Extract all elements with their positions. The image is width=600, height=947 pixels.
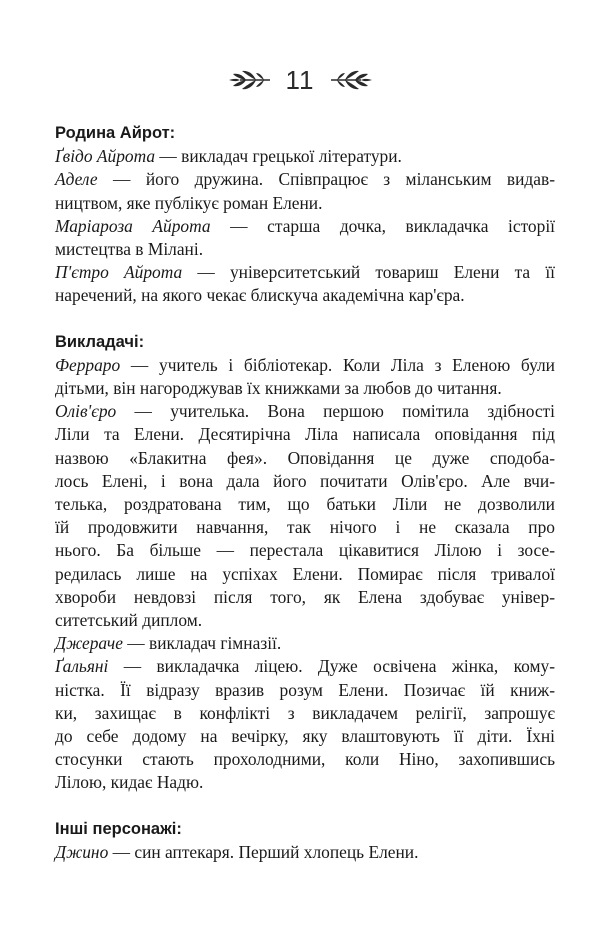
character-name: Аделе [55, 169, 98, 190]
section-heading-airota-family: Родина Айрот: [55, 124, 176, 142]
character-description: ситетський диплом. [55, 610, 203, 631]
character-name: Маріароза Айрота [55, 215, 211, 236]
character-description: — старша дочка, викладачка історії [210, 215, 555, 236]
character-name: Ґвідо Айрота [55, 146, 156, 167]
character-description: назвою «Блакитна фея». Оповідання це дуже сподоба- [55, 447, 555, 468]
page-number: 11 [285, 65, 315, 95]
right-floral-ornament-icon [329, 65, 375, 95]
character-description: ництвом, яке публікує роман Елени. [55, 192, 323, 213]
character-entry [55, 261, 555, 307]
character-description: хвороби невдовзі після того, як Елена здобуває універ- [55, 586, 555, 607]
character-entry [55, 655, 555, 794]
character-name: Олів'єро [55, 401, 117, 422]
character-description: їй продовжити навчання, так нічого і не сказала про [55, 517, 555, 538]
character-description: — учитель і бібліотекар. Коли Ліла з Еленою були [120, 354, 555, 375]
character-description: лось Елені, і вона дала його почитати Олів'єро. Але вчи- [55, 470, 555, 491]
character-description: наречений, на якого чекає блискуча академічна кар'єра. [55, 285, 465, 306]
character-description: ністка. Її відразу вразив розум Елени. Позичає їй книж- [55, 679, 555, 700]
character-description: — його дружина. Співпрацює з міланським видав- [97, 169, 555, 190]
character-description: до себе додому на вечірку, яку влаштовують її діти. Їхні [55, 726, 555, 747]
character-description: ки, захищає в конфлікті з викладачем релігії, запрошує [55, 702, 555, 723]
character-name: Ферраро [55, 354, 121, 375]
character-description: — університетський товариш Елени та її [182, 262, 555, 283]
character-entry [55, 400, 555, 632]
page-header [0, 62, 600, 98]
character-name: Ґальяні [55, 656, 109, 677]
character-description: Лілою, кидає Надю. [55, 772, 204, 793]
character-description: — син аптекаря. Перший хлопець Елени. [108, 841, 419, 862]
character-entry [55, 632, 555, 655]
character-description: дітьми, він нагороджував їх книжками за любов до читання. [55, 378, 502, 399]
character-description: телька, роздратована тим, що батьки Ліли не дозволили [55, 494, 555, 515]
character-entry [55, 215, 555, 261]
character-entry [55, 841, 555, 864]
section-heading-other-characters: Інші персонажі: [55, 819, 182, 838]
character-description: нього. Ба більше — перестала цікавитися Лілою і зосе- [55, 540, 555, 561]
character-entry [55, 354, 555, 400]
character-name: П'єтро Айрота [55, 262, 183, 283]
character-description: мистецтва в Мілані. [55, 239, 204, 260]
character-entry [55, 145, 555, 168]
character-description: — викладачка ліцею. Дуже освічена жінка, кому- [108, 656, 555, 677]
character-description: — учителька. Вона першою помітила здібності [116, 401, 555, 422]
character-name: Джино [55, 841, 109, 862]
character-entry [55, 168, 555, 214]
character-description: Ліли та Елени. Десятирічна Ліла написала оповідання під [55, 424, 555, 445]
left-floral-ornament-icon [226, 65, 272, 95]
character-description: стосунки стають прохолодними, коли Ніно, захопившись [55, 749, 555, 770]
character-description: — викладач грецької літератури. [155, 146, 402, 167]
character-description: — викладач гімназії. [122, 633, 282, 654]
character-list [55, 118, 555, 864]
section-heading-teachers: Викладачі: [55, 332, 145, 351]
character-name: Джераче [55, 633, 123, 654]
character-description: редилась лише на успіхах Елени. Помирає після тривалої [55, 563, 555, 584]
